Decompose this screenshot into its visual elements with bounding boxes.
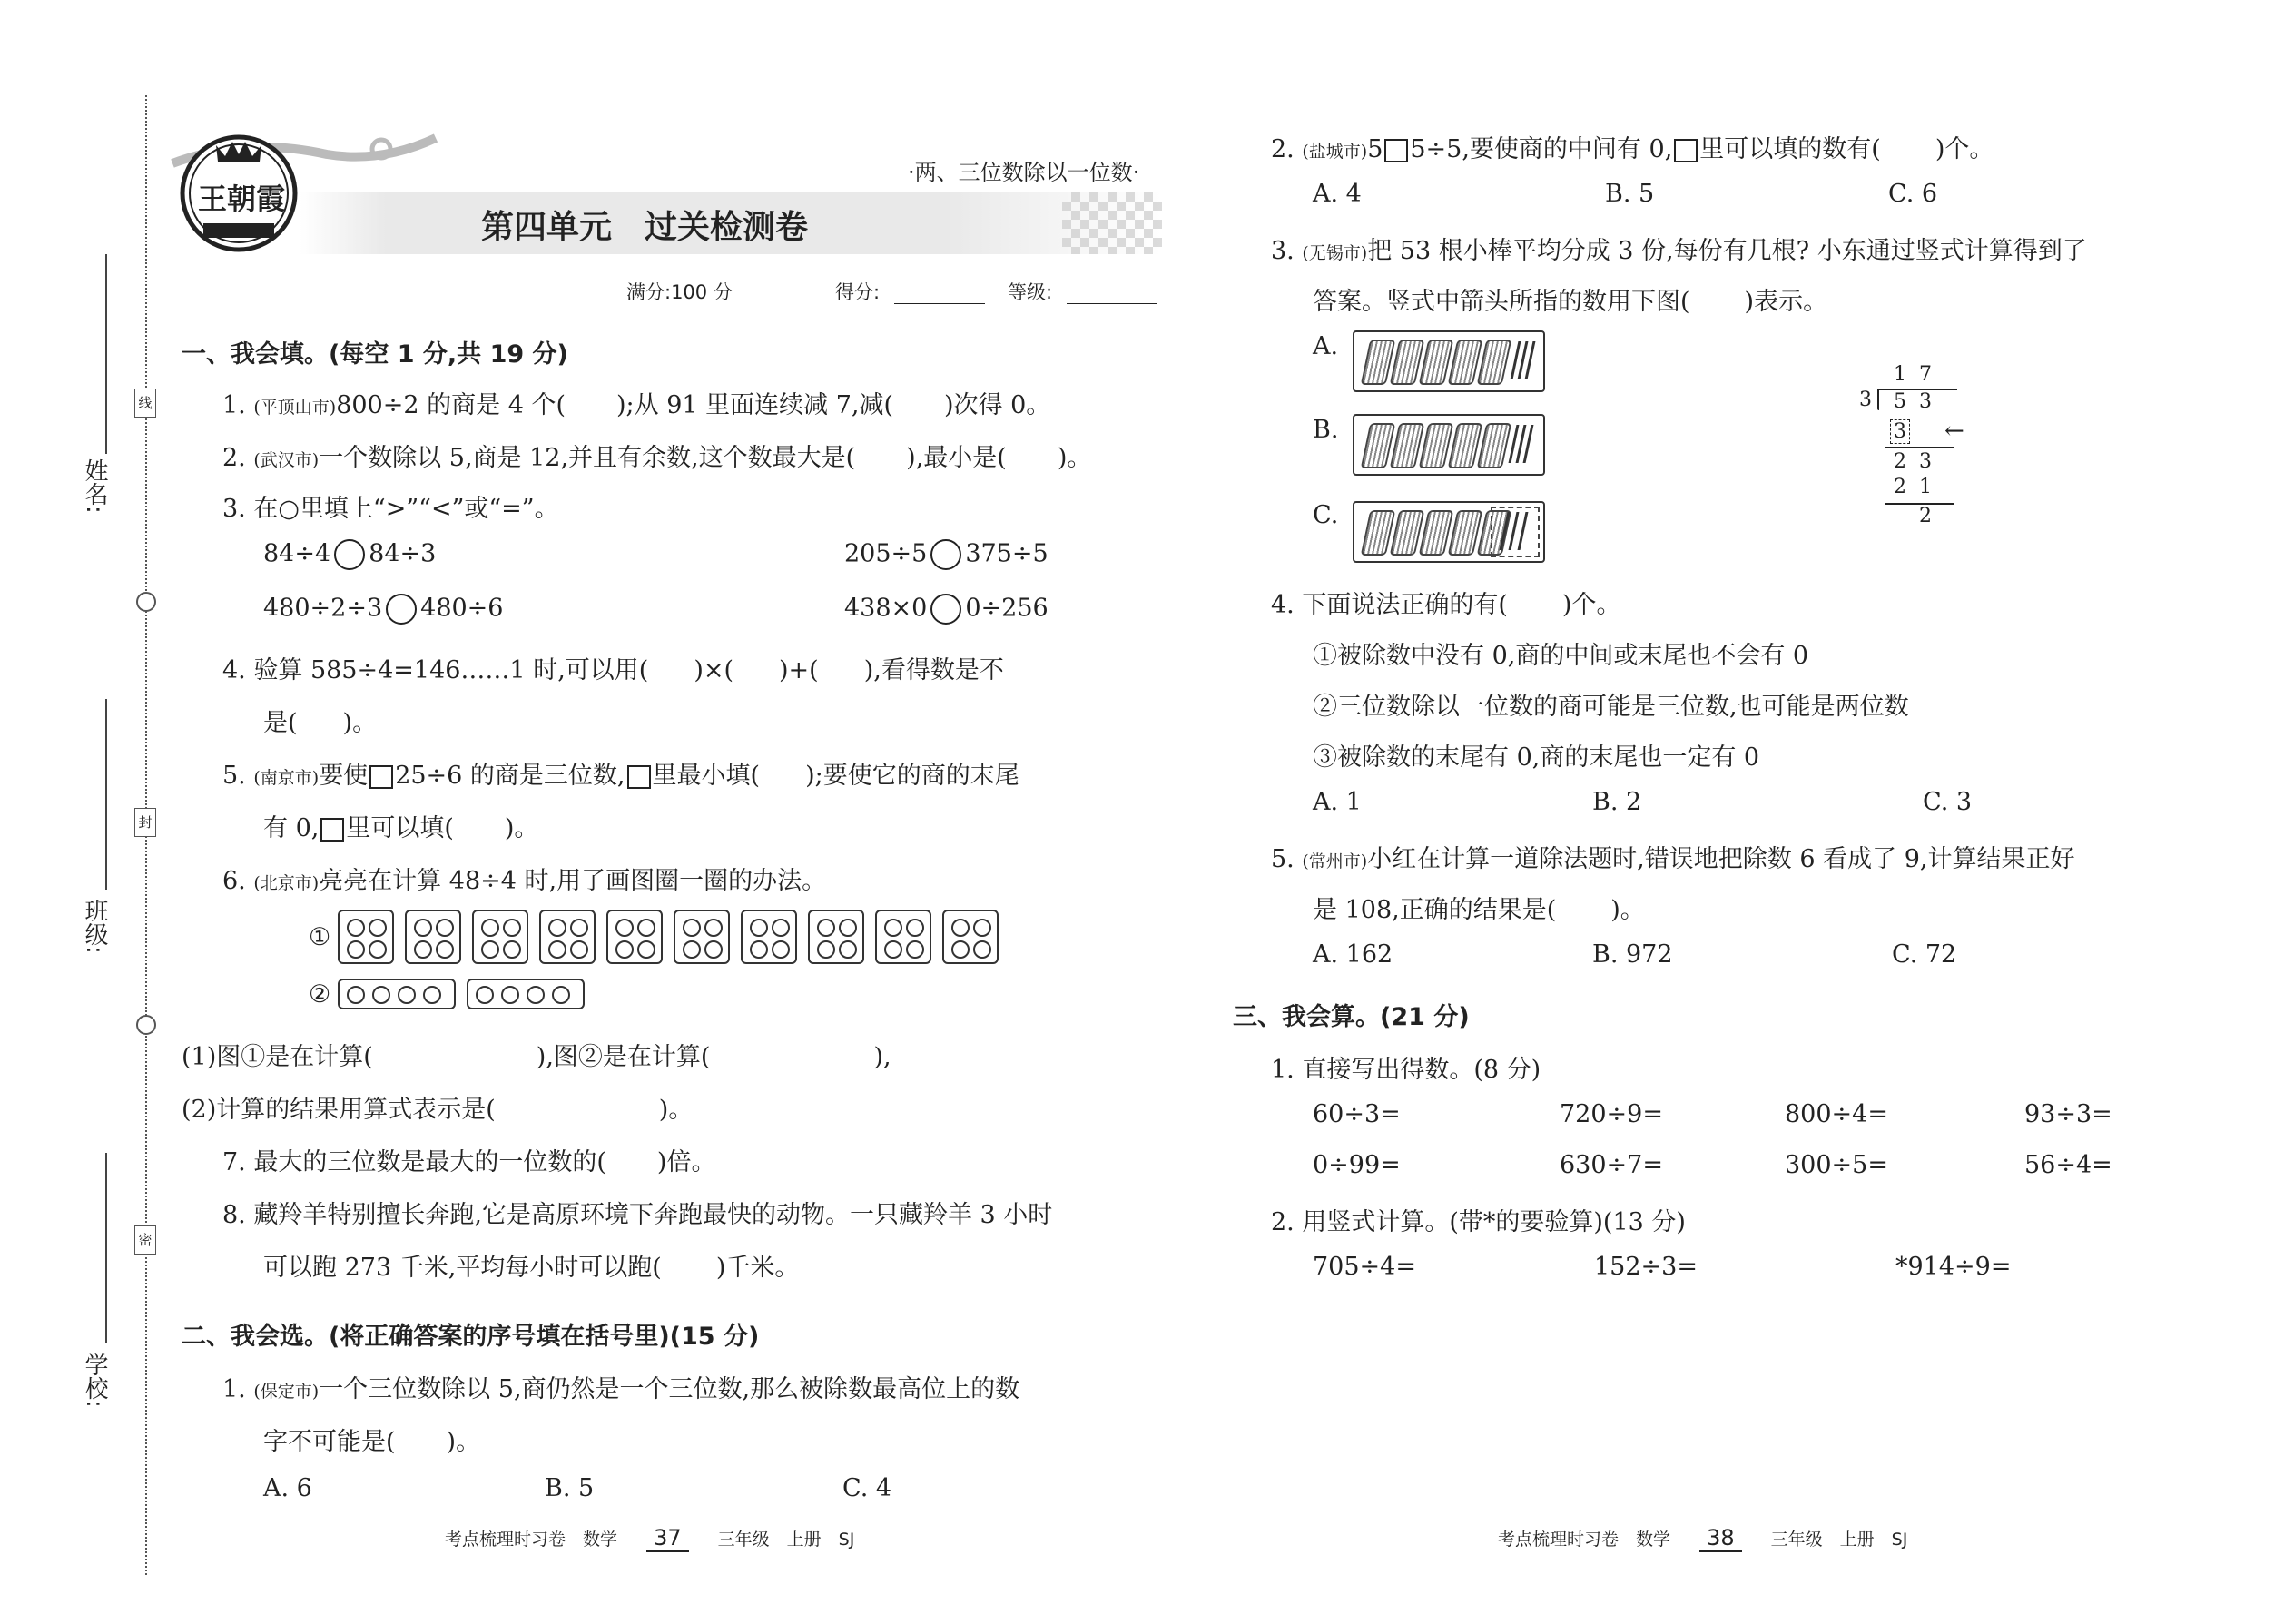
s1-q6-sub2 (182, 1089, 693, 1125)
section-3-title: 三、我会算。(21 分) (1233, 1003, 1470, 1031)
circle-dot (951, 940, 970, 959)
q-text: 答案。竖式中箭头所指的数用下图( (1313, 288, 1690, 316)
s2-q5 (1271, 839, 2074, 874)
option-b[interactable]: B. 5 (545, 1474, 595, 1502)
circle-group (405, 910, 461, 964)
statement-3: ③被除数的末尾有 0,商的末尾也一定有 0 (1313, 743, 1760, 772)
step-2-digit-1: 2 (1894, 450, 1906, 473)
city-tag: (平顶山市) (253, 398, 337, 418)
circle-dot (423, 986, 441, 1004)
box-placeholder (1384, 139, 1408, 162)
city-tag: (无锡市) (1302, 243, 1368, 263)
footer-book: 考点梳理时习卷 数学 (445, 1530, 618, 1550)
circle-group (467, 979, 585, 1009)
city-tag: (保定市) (253, 1382, 320, 1402)
compare-left: 84÷4 (263, 539, 331, 568)
q-number: 2. (1271, 135, 1295, 163)
circle-group (674, 910, 730, 964)
class-label: 班级: (81, 899, 108, 954)
q-number: 5. (222, 762, 246, 790)
dividend-digit-2: 3 (1919, 390, 1932, 413)
circle-dot (839, 940, 857, 959)
compare-1 (263, 539, 436, 570)
long-division (1843, 363, 1964, 527)
compare-right: 0÷256 (965, 594, 1049, 623)
s1-q2 (222, 438, 1091, 473)
circle-dot (548, 919, 566, 937)
circle-dot (436, 940, 454, 959)
q-number: 4. (1271, 591, 1295, 619)
option-c[interactable]: C. 3 (1923, 788, 1973, 816)
circle-dot (548, 940, 566, 959)
circle-dot (372, 986, 390, 1004)
s2-q1 (222, 1369, 1019, 1404)
q-text: 验算 585÷4=146……1 时,可以用( (253, 656, 649, 684)
sticks-option-a[interactable] (1353, 330, 1545, 392)
q-text: (1)图①是在计算( (182, 1043, 373, 1071)
s1-q3 (222, 488, 559, 524)
q-text: 是 108,正确的结果是( (1313, 896, 1557, 924)
remainder: 2 (1919, 505, 1932, 527)
q-text: )×( (694, 656, 734, 684)
s1-q1 (222, 385, 1050, 420)
q-text: )次得 0。 (944, 391, 1051, 419)
footer-left (445, 1525, 854, 1552)
s1-q5 (222, 755, 1019, 791)
q-text: )+( (779, 656, 819, 684)
step-1-value: 3 (1890, 419, 1910, 444)
compare-left: 205÷5 (844, 539, 928, 568)
q-text: 里可以填( (346, 814, 454, 842)
q-number: 2. (222, 444, 246, 472)
city-tag: (武汉市) (253, 450, 320, 470)
publisher-logo-text: 王朝霞 (198, 182, 286, 216)
figure-1 (309, 910, 1009, 964)
q-text: 小红在计算一道除法题时,错误地把除数 6 看成了 9,计算结果正好 (1367, 845, 2075, 873)
step-2-digit-2: 3 (1919, 450, 1932, 473)
q-text: 亮亮在计算 48÷4 时,用了画图圈一圈的办法。 (319, 867, 827, 895)
s2-q1-cont (263, 1422, 480, 1457)
circle-group (472, 910, 528, 964)
circle-dot (637, 919, 655, 937)
circle-group (606, 910, 663, 964)
figure-2-label: ② (309, 979, 331, 1009)
compare-circle[interactable] (930, 539, 961, 570)
quotient-digit-1: 1 (1894, 363, 1906, 386)
q-text: )。 (504, 814, 539, 842)
score-field[interactable] (894, 303, 985, 304)
compare-left: 438×0 (844, 594, 928, 623)
binding-mark-secret: 密 (134, 1225, 156, 1255)
circle-dot (398, 986, 416, 1004)
arrow-pointer: ← (1944, 418, 1964, 445)
circle-group (808, 910, 864, 964)
city-tag: (盐城市) (1302, 142, 1368, 162)
box-placeholder (320, 818, 344, 842)
s3-q1-title: 1. 直接写出得数。(8 分) (1271, 1056, 1541, 1084)
binding-hole-1 (136, 592, 156, 612)
section-1-title: 一、我会填。(每空 1 分,共 19 分) (182, 340, 568, 369)
compare-4 (844, 594, 1049, 625)
footer-book: 考点梳理时习卷 数学 (1498, 1530, 1671, 1550)
q-text: ),看得数是不 (863, 656, 1004, 684)
q-text: 有 0, (263, 814, 320, 842)
circle-dot (750, 919, 768, 937)
school-underline (105, 1153, 107, 1343)
calc-7[interactable]: 300÷5= (1785, 1151, 1888, 1179)
q-text: ),最小是( (906, 444, 1007, 472)
option-a-label[interactable]: A. (1313, 332, 1339, 360)
circle-dot (501, 986, 519, 1004)
city-tag: (南京市) (253, 768, 320, 788)
circle-dot (481, 919, 499, 937)
stick-bundle (1477, 423, 1512, 468)
circle-dot (683, 919, 701, 937)
q-text: ), (873, 1043, 891, 1071)
compare-circle[interactable] (930, 594, 961, 625)
circle-dot (884, 940, 902, 959)
calc-6[interactable]: 630÷7= (1560, 1151, 1663, 1179)
city-tag: (常州市) (1302, 851, 1368, 871)
q-text: 下面说法正确的有( (1302, 591, 1508, 619)
vertical-calc-1[interactable]: 705÷4= (1313, 1253, 1416, 1281)
q-text: 是( (263, 709, 298, 737)
s1-q7 (222, 1142, 715, 1177)
circle-dot (570, 919, 588, 937)
circle-dot (750, 940, 768, 959)
q-text: 可以跑 273 千米,平均每小时可以跑( (263, 1254, 662, 1282)
grade-field[interactable] (1067, 303, 1157, 304)
s1-q6-sub1 (182, 1037, 891, 1072)
circle-dot (369, 940, 387, 959)
option-a[interactable]: A. 1 (1313, 788, 1362, 816)
q-text: )。 (446, 1428, 481, 1456)
circle-dot (503, 919, 521, 937)
circle-dot (414, 919, 432, 937)
circle-dot (772, 919, 790, 937)
page-number: 38 (1699, 1525, 1742, 1552)
q-text: 里最小填( (652, 762, 761, 790)
q-number: 8. (222, 1201, 246, 1229)
division-bar (1879, 389, 1957, 390)
s1-q6 (222, 861, 826, 896)
q-text: )个。 (1561, 591, 1621, 619)
s2-q2 (1271, 129, 1994, 164)
grade-label: 等级: (1008, 281, 1053, 303)
option-c[interactable]: C. 6 (1888, 180, 1938, 208)
option-b[interactable]: B. 972 (1592, 940, 1673, 969)
q-text: )表示。 (1744, 288, 1828, 316)
circle-dot (839, 919, 857, 937)
sticks-option-b[interactable] (1353, 414, 1545, 476)
score-label: 得分: (835, 281, 881, 303)
circle-dot (570, 940, 588, 959)
q-text: 里可以填的数有( (1699, 135, 1881, 163)
circle-dot (347, 940, 365, 959)
statement-2: ②三位数除以一位数的商可能是三位数,也可能是两位数 (1313, 693, 1909, 721)
class-underline (105, 699, 107, 890)
footer-grade: 三年级 上册 SJ (717, 1530, 855, 1550)
q-text: )倍。 (656, 1148, 716, 1176)
circle-group (539, 910, 596, 964)
circle-dot (615, 940, 634, 959)
s1-q4-cont (263, 703, 377, 738)
calc-2[interactable]: 720÷9= (1560, 1100, 1663, 1128)
circle-dot (481, 940, 499, 959)
statement-1: ①被除数中没有 0,商的中间或末尾也不会有 0 (1313, 642, 1809, 670)
circle-dot (637, 940, 655, 959)
option-a[interactable]: A. 6 (263, 1474, 312, 1502)
q-text: 最大的三位数是最大的一位数的( (253, 1148, 606, 1176)
calc-3[interactable]: 800÷4= (1785, 1100, 1888, 1128)
option-b[interactable]: B. 5 (1605, 180, 1655, 208)
circle-dot (704, 919, 723, 937)
name-label: 姓名: (81, 458, 108, 514)
dividend-digit-1: 5 (1894, 390, 1906, 413)
q-number: 1. (222, 391, 246, 419)
s1-q8 (222, 1195, 1052, 1230)
compare-circle[interactable] (334, 539, 365, 570)
circle-dot (527, 986, 545, 1004)
school-label: 学校: (81, 1353, 108, 1408)
step-3-digit-1: 2 (1894, 476, 1906, 498)
s1-q5-cont (263, 808, 538, 843)
q-number: 6. (222, 867, 246, 895)
q-text: );要使它的商的末尾 (805, 762, 1019, 790)
divisor: 3 (1859, 389, 1872, 411)
box-placeholder (369, 765, 393, 789)
circle-dot (552, 986, 570, 1004)
q-text: 把 53 根小棒平均分成 3 份,每份有几根? 小东通过竖式计算得到了 (1367, 237, 2087, 265)
q-text: );从 91 里面连续减 7,减( (615, 391, 894, 419)
section-2-title: 二、我会选。(将正确答案的序号填在括号里)(15 分) (182, 1323, 760, 1351)
circle-dot (906, 919, 924, 937)
publisher-logo (178, 133, 300, 254)
page-number: 37 (646, 1525, 689, 1552)
circle-dot (476, 986, 494, 1004)
option-c-label[interactable]: C. (1313, 501, 1339, 529)
vertical-calc-2[interactable]: 152÷3= (1594, 1253, 1698, 1281)
circle-dot (436, 919, 454, 937)
step-line-1 (1885, 447, 1954, 448)
s1-q4 (222, 650, 1004, 685)
circle-dot (414, 940, 432, 959)
q-text: (2)计算的结果用算式表示是( (182, 1096, 496, 1124)
q-text: )。 (658, 1096, 694, 1124)
option-c[interactable]: C. 72 (1892, 940, 1957, 969)
circle-dot (817, 919, 835, 937)
compare-3 (263, 594, 503, 625)
circle-group (875, 910, 931, 964)
city-tag: (北京市) (253, 873, 320, 893)
circle-dot (704, 940, 723, 959)
calc-5[interactable]: 0÷99= (1313, 1151, 1401, 1179)
q-text: 一个数除以 5,商是 12,并且有余数,这个数最大是( (319, 444, 856, 472)
calc-4[interactable]: 93÷3= (2024, 1100, 2112, 1128)
q-text: 一个三位数除以 5,商仍然是一个三位数,那么被除数最高位上的数 (319, 1375, 1020, 1403)
circle-dot (503, 940, 521, 959)
compare-right: 84÷3 (369, 539, 437, 568)
q-text: 要使 (319, 762, 369, 790)
figure-2 (309, 979, 596, 1009)
division-bracket (1877, 389, 1879, 410)
circle-dot (683, 940, 701, 959)
footer-right (1498, 1525, 1907, 1552)
q-text: )个。 (1935, 135, 1994, 163)
q-number: 3. (1271, 237, 1295, 265)
s2-q3-cont (1313, 281, 1827, 317)
s2-q3 (1271, 231, 2087, 266)
circle-dot (973, 919, 991, 937)
step-3-digit-2: 1 (1919, 476, 1932, 498)
title-checker (1062, 192, 1162, 254)
unit-topic: ·两、三位数除以一位数· (908, 160, 1140, 185)
q-text: )。 (1610, 896, 1645, 924)
option-a[interactable]: A. 162 (1313, 940, 1393, 969)
compare-right: 375÷5 (965, 539, 1049, 568)
circle-group (338, 910, 394, 964)
figure-1-label: ① (309, 922, 331, 951)
q-text: 字不可能是( (263, 1428, 396, 1456)
circle-dot (884, 919, 902, 937)
circle-dot (973, 940, 991, 959)
option-a[interactable]: A. 4 (1313, 180, 1362, 208)
s1-q8-cont (263, 1247, 799, 1283)
box-placeholder (627, 765, 651, 789)
footer-grade: 三年级 上册 SJ (1770, 1530, 1908, 1550)
circle-dot (347, 919, 365, 937)
circle-dot (369, 919, 387, 937)
q-text: 5 (1367, 135, 1383, 163)
box-placeholder (1674, 139, 1698, 162)
circle-group (942, 910, 999, 964)
q-text: 5÷5,要使商的中间有 0, (1410, 135, 1673, 163)
circle-dot (615, 919, 634, 937)
full-score: 满分:100 分 (626, 281, 733, 303)
calc-1[interactable]: 60÷3= (1313, 1100, 1401, 1128)
q-text: )。 (1057, 444, 1092, 472)
circle-dot (347, 986, 365, 1004)
name-underline (105, 254, 107, 454)
binding-mark-line: 线 (134, 389, 156, 418)
q-number: 3. (222, 495, 246, 523)
page-title: 第四单元 过关检测卷 (481, 209, 809, 246)
binding-hole-2 (136, 1015, 156, 1035)
binding-mark-seal: 封 (134, 808, 156, 837)
s2-q5-cont (1313, 890, 1645, 925)
s2-q4 (1271, 585, 1620, 620)
compare-right: 480÷6 (420, 594, 504, 623)
circle-dot (817, 940, 835, 959)
q-text: )千米。 (715, 1254, 800, 1282)
compare-2 (844, 539, 1049, 570)
circle-group (741, 910, 797, 964)
vertical-calc-3[interactable]: *914÷9= (1895, 1253, 2012, 1281)
q-text: 藏羚羊特别擅长奔跑,它是高原环境下奔跑最快的动物。一只藏羚羊 3 小时 (253, 1201, 1053, 1229)
q-number: 5. (1271, 845, 1295, 873)
compare-left: 480÷2÷3 (263, 594, 383, 623)
q-text: )。 (342, 709, 378, 737)
calc-8[interactable]: 56÷4= (2024, 1151, 2112, 1179)
q-text: 25÷6 的商是三位数, (395, 762, 625, 790)
circle-group (338, 979, 456, 1009)
option-b-label[interactable]: B. (1313, 416, 1339, 444)
q-text: 在○里填上“>”“<”或“=”。 (253, 495, 559, 523)
sticks-option-c[interactable] (1353, 501, 1545, 563)
q-text: 800÷2 的商是 4 个( (336, 391, 566, 419)
quotient-digit-2: 7 (1919, 363, 1932, 386)
compare-circle[interactable] (386, 594, 417, 625)
circle-dot (951, 919, 970, 937)
stick-bundle (1477, 340, 1512, 385)
circle-dot (906, 940, 924, 959)
option-c[interactable]: C. 4 (842, 1474, 892, 1502)
q-number: 4. (222, 656, 246, 684)
q-number: 7. (222, 1148, 246, 1176)
q-number: 1. (222, 1375, 246, 1403)
circle-dot (772, 940, 790, 959)
s3-q2-title: 2. 用竖式计算。(带*的要验算)(13 分) (1271, 1208, 1686, 1236)
option-b[interactable]: B. 2 (1592, 788, 1642, 816)
q-text: ),图②是在计算( (536, 1043, 711, 1071)
